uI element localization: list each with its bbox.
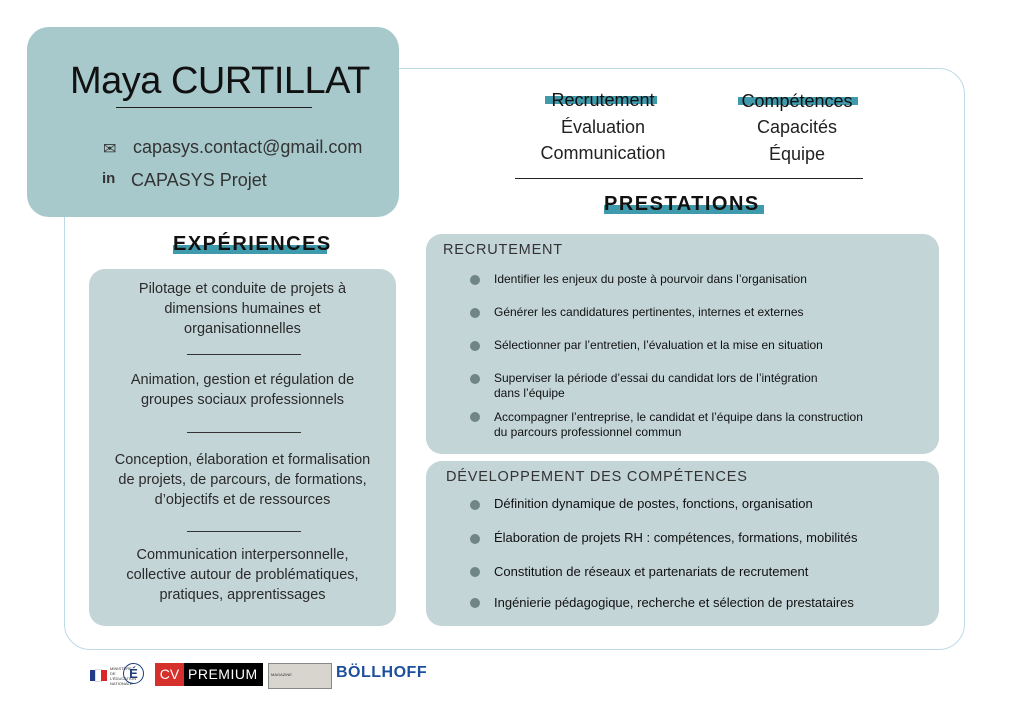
competence-item: Définition dynamique de postes, fonctions, organisation [494, 496, 813, 511]
keyword-item: Communication [540, 143, 666, 163]
ministry-logo-text: MINISTÈRE DE L’ÉDUCATION NATIONALE [110, 666, 137, 686]
french-flag-icon [90, 668, 107, 679]
experience-item: Conception, élaboration et formalisation de projets, de parcours, de formations, d’objectifs et de ressources [114, 452, 371, 508]
bullet-dot [470, 598, 480, 608]
recrutement-title: RECRUTEMENT [443, 242, 563, 258]
profile-name: Maya CURTILLAT [70, 60, 370, 102]
recrutement-item: Générer les candidatures pertinentes, internes et externes [494, 305, 804, 319]
bullet-dot [470, 534, 480, 544]
experience-item: Animation, gestion et régulation de groupes sociaux professionnels [130, 372, 355, 408]
email-link[interactable]: capasys.contact@gmail.com [133, 137, 363, 157]
cv-premium-logo [155, 663, 263, 686]
experiences-title: EXPÉRIENCES [173, 233, 332, 255]
experience-separator [187, 432, 301, 433]
cv-logo-text: CV [155, 663, 184, 686]
recrutement-item: Accompagner l’entreprise, le candidat et l’équipe dans la construction [494, 410, 863, 424]
bullet-dot [470, 374, 480, 384]
bullet-dot [470, 275, 480, 285]
prestations-title: PRESTATIONS [604, 193, 760, 215]
bullet-dot [470, 500, 480, 510]
magazine-logo-text: MAGAZINE [271, 672, 292, 677]
bollhoff-logo: BÖLLHOFF [336, 664, 428, 681]
keyword-heading-recrutement: Recrutement [551, 90, 655, 110]
envelope-icon: ✉ [103, 141, 117, 158]
experience-item: Communication interpersonnelle, collective autour de problématiques, pratiques, apprentissages [126, 547, 359, 603]
competence-item: Élaboration de projets RH : compétences, formations, mobilités [494, 530, 858, 545]
keyword-item: Capacités [756, 117, 838, 137]
linkedin-icon: in [102, 170, 116, 187]
education-logo-icon: É [123, 663, 144, 684]
bullet-dot [470, 412, 480, 422]
competence-item: Ingénierie pédagogique, recherche et sélection de prestataires [494, 595, 854, 610]
bullet-dot [470, 341, 480, 351]
competences-title: DÉVELOPPEMENT DES COMPÉTENCES [446, 469, 748, 485]
recrutement-item: Identifier les enjeux du poste à pourvoir dans l’organisation [494, 272, 807, 286]
experience-separator [187, 354, 301, 355]
recrutement-item: Sélectionner par l’entretien, l’évaluation et la mise en situation [494, 338, 823, 352]
keywords-divider [515, 178, 863, 179]
recrutement-item-cont: dans l’équipe [494, 386, 565, 400]
bullet-dot [470, 567, 480, 577]
competence-item: Constitution de réseaux et partenariats de recrutement [494, 564, 809, 579]
keyword-heading-competences: Compétences [741, 91, 853, 111]
recrutement-item-cont: du parcours professionnel commun [494, 425, 682, 439]
keyword-item: Évaluation [560, 117, 646, 137]
bullet-dot [470, 308, 480, 318]
magazine-logo [268, 663, 332, 689]
experience-item: Pilotage et conduite de projets à dimensions humaines et organisationnelles [138, 281, 347, 337]
experience-separator [187, 531, 301, 532]
linkedin-link[interactable]: CAPASYS Projet [131, 170, 267, 190]
premium-logo-text: PREMIUM [188, 666, 258, 682]
keyword-item: Équipe [768, 144, 826, 164]
recrutement-item: Superviser la période d’essai du candidat lors de l’intégration [494, 371, 818, 385]
name-underline [116, 107, 312, 108]
